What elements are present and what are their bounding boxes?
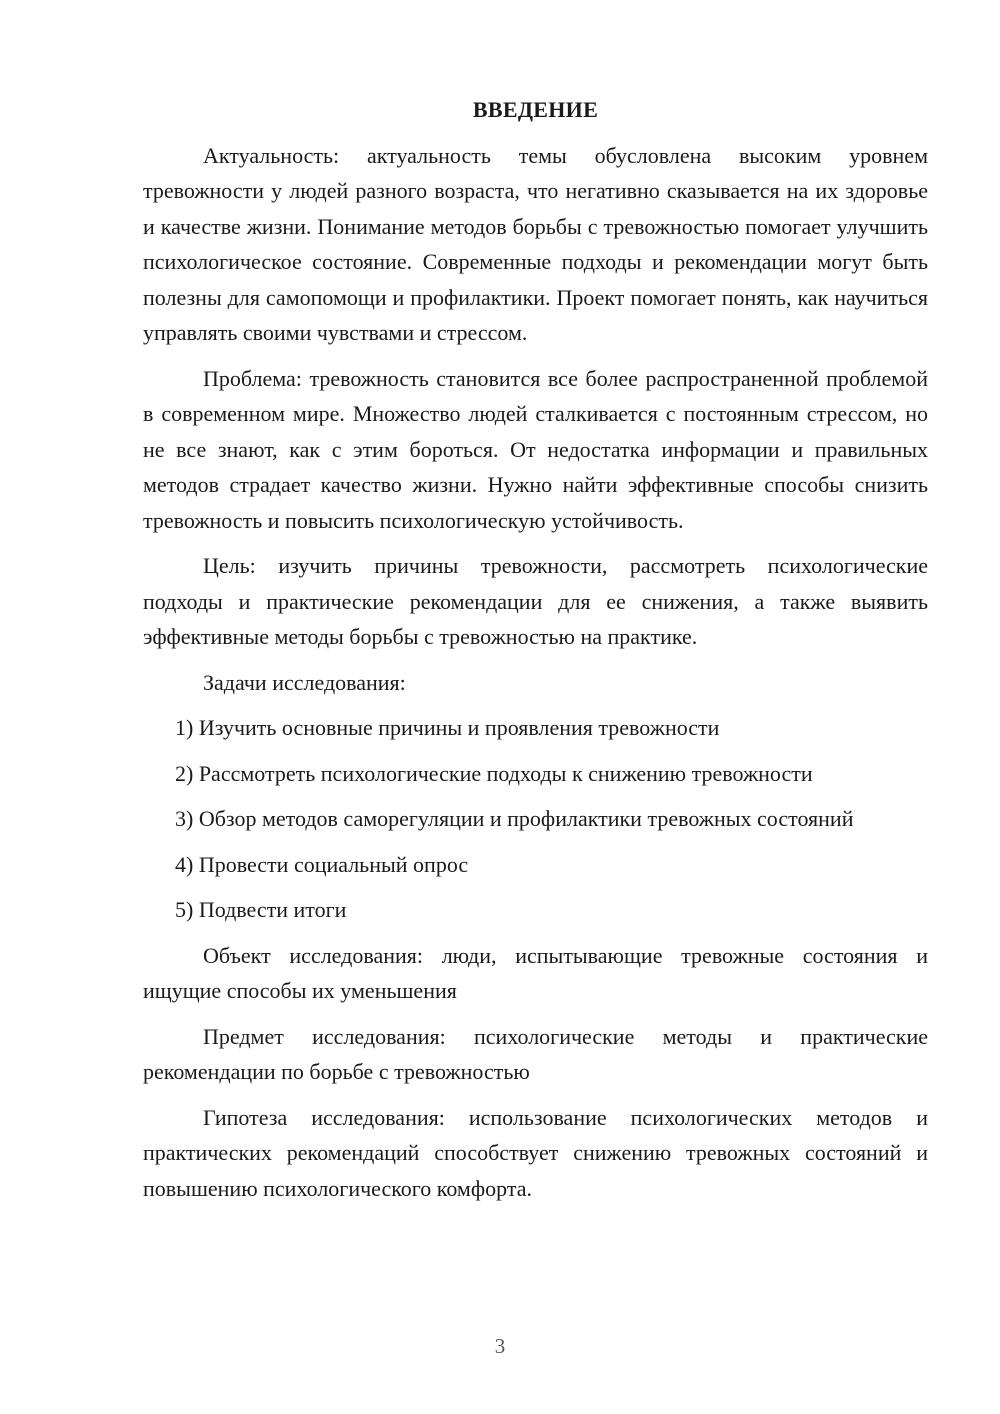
task-item: 4) Провести социальный опрос xyxy=(175,851,469,877)
page-title: ВВЕДЕНИЕ xyxy=(472,97,599,122)
problem-paragraph: Проблема: тревожность становится все более распространенной проблемой в современном мире. Множество людей сталкивается с постоянным стрессом, но не все знают, как с этим бороться. От недостатка информации и правильных методов страдает качество жизни. Нужно найти эффективные способы снизить тревожность и повысить психологическую устойчивость. xyxy=(143,365,928,533)
goal-paragraph: Цель: изучить причины тревожности, рассмотреть психологические подходы и практические рекомендации для ее снижения, а также выявить эффективные методы борьбы с тревожностью на практике. xyxy=(143,553,928,649)
task-item: 1) Изучить основные причины и проявления тревожности xyxy=(175,715,720,740)
tasks-heading: Задачи исследования: xyxy=(203,669,406,695)
relevance-paragraph: Актуальность: актуальность темы обусловлена высоким уровнем тревожности у людей разного возраста, что негативно сказывается на их здоровье и качестве жизни. Понимание методов борьбы с тревожностью помогает улучшить психологическое состояние. Современные подходы и рекомендации могут быть полезны для самопомощи и профилактики. Проект помогает понять, как научиться управлять своими чувствами и стрессом. xyxy=(143,142,928,345)
task-item: 2) Рассмотреть психологические подходы к снижению тревожности xyxy=(175,760,813,786)
task-item: 3) Обзор методов саморегуляции и профилактики тревожных состояний xyxy=(175,806,854,831)
subject-paragraph: Предмет исследования: психологические методы и практические рекомендации по борьбе с тревожностью xyxy=(143,1023,928,1084)
object-paragraph: Объект исследования: люди, испытывающие тревожные состояния и ищущие способы их уменьшения xyxy=(143,942,928,1003)
page-number: 3 xyxy=(494,1334,506,1358)
task-item: 5) Подвести итоги xyxy=(175,897,347,922)
hypothesis-paragraph: Гипотеза исследования: использование психологических методов и практических рекомендаций способствует снижению тревожных состояний и повышению психологического комфорта. xyxy=(143,1104,928,1201)
document-page xyxy=(143,92,928,1216)
